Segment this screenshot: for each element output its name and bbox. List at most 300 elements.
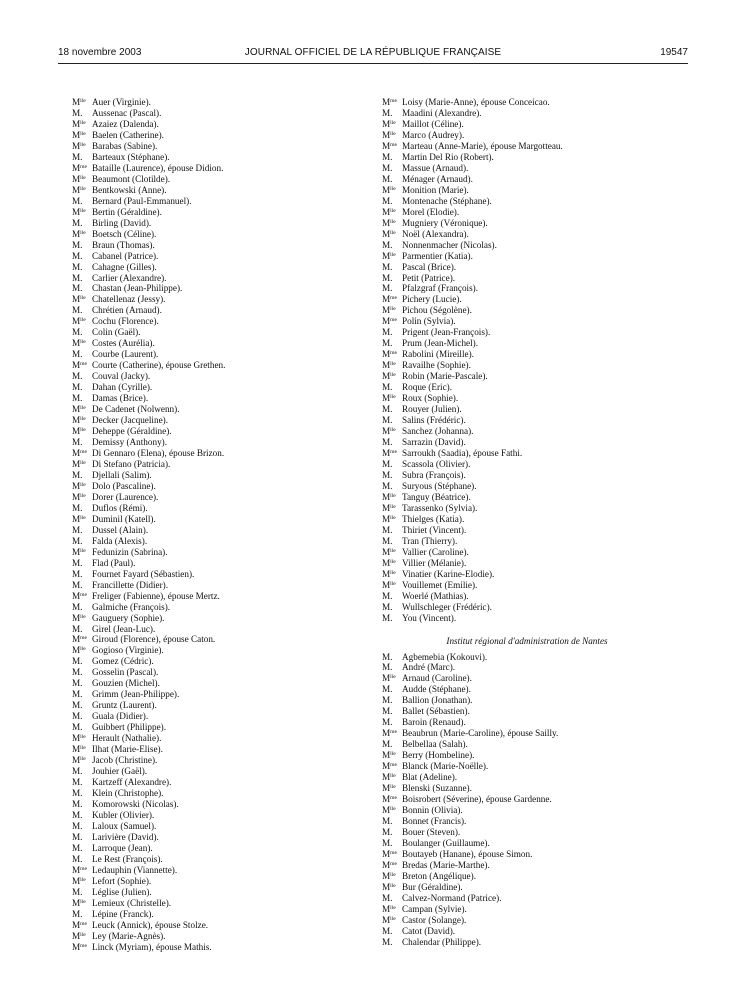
civility-title: $M^{me}$ bbox=[382, 859, 398, 870]
list-item bbox=[72, 920, 372, 931]
civility-title: $M^{me}$ bbox=[72, 864, 88, 875]
list-item bbox=[72, 152, 372, 163]
civility-title: $M^{lle}$ bbox=[72, 546, 86, 557]
list-item bbox=[72, 174, 372, 185]
civility-title: $M^{me}$ bbox=[382, 761, 398, 772]
person-name: Kubler (Olivier). bbox=[92, 809, 155, 820]
person-name: Pichou (Ségolène). bbox=[402, 305, 472, 316]
person-name: Chalendar (Philippe). bbox=[402, 936, 482, 947]
person-name: Woerlé (Mathias). bbox=[402, 590, 469, 601]
civility-title: $M^{me}$ bbox=[382, 794, 398, 805]
civility-title: M. bbox=[72, 722, 83, 733]
person-name: Vinatier (Karine-Elodie). bbox=[402, 568, 495, 579]
person-name: Blanck (Marie-Noëlle). bbox=[402, 761, 489, 772]
civility-title: M. bbox=[382, 437, 393, 448]
list-item bbox=[72, 305, 372, 316]
person-name: Martin Del Rio (Robert). bbox=[402, 151, 494, 162]
list-item bbox=[72, 656, 372, 667]
civility-title: $M^{lle}$ bbox=[382, 870, 396, 881]
person-name: Flad (Paul). bbox=[92, 557, 136, 568]
list-item bbox=[382, 613, 682, 624]
list-item bbox=[72, 393, 372, 404]
person-name: Scassola (Olivier). bbox=[402, 458, 471, 469]
civility-title: $M^{me}$ bbox=[72, 360, 88, 371]
person-name: Vallier (Caroline). bbox=[402, 546, 469, 557]
person-name: Fournet Fayard (Sébastien). bbox=[92, 568, 195, 579]
person-name: Grimm (Jean-Philippe). bbox=[92, 689, 180, 700]
civility-title: M. bbox=[72, 217, 83, 228]
person-name: Galmiche (François). bbox=[92, 601, 171, 612]
civility-title: $M^{lle}$ bbox=[72, 612, 86, 623]
civility-title: $M^{lle}$ bbox=[72, 140, 86, 151]
person-name: Parmentier (Katia). bbox=[402, 250, 473, 261]
list-item bbox=[382, 415, 682, 426]
person-name: Damas (Brice). bbox=[92, 393, 149, 404]
person-name: Ilhat (Marie-Elise). bbox=[92, 744, 163, 755]
list-item bbox=[72, 218, 372, 229]
person-name: Courte (Catherine), épouse Grethen. bbox=[92, 360, 226, 371]
civility-title: $M^{lle}$ bbox=[382, 750, 396, 761]
person-name: Loisy (Marie-Anne), épouse Conceicao. bbox=[402, 97, 550, 107]
list-item bbox=[72, 240, 372, 251]
civility-title: M. bbox=[72, 601, 83, 612]
civility-title: $M^{lle}$ bbox=[72, 897, 86, 908]
person-name: Bur (Géraldine). bbox=[402, 881, 463, 892]
civility-title: $M^{lle}$ bbox=[382, 184, 396, 195]
list-item bbox=[382, 580, 682, 591]
person-name: Kartzeff (Alexandre). bbox=[92, 777, 172, 788]
person-name: You (Vincent). bbox=[402, 612, 457, 623]
person-name: Monition (Marie). bbox=[402, 184, 469, 195]
list-item bbox=[72, 777, 372, 788]
list-item bbox=[382, 437, 682, 448]
list-item bbox=[72, 755, 372, 766]
civility-title: M. bbox=[72, 524, 83, 535]
list-item bbox=[382, 470, 682, 481]
person-name: Audde (Stéphane). bbox=[402, 684, 471, 695]
list-item bbox=[72, 766, 372, 777]
list-item bbox=[382, 871, 682, 882]
person-name: Thielges (Katia). bbox=[402, 513, 465, 524]
civility-title: M. bbox=[382, 151, 393, 162]
person-name: Suryous (Stéphane). bbox=[402, 480, 477, 491]
list-item bbox=[72, 294, 372, 305]
civility-title: M. bbox=[72, 777, 83, 788]
list-item bbox=[72, 448, 372, 459]
person-name: Klein (Christophe). bbox=[92, 788, 164, 799]
civility-title: $M^{me}$ bbox=[382, 140, 398, 151]
person-name: Bonnet (Francis). bbox=[402, 816, 467, 827]
civility-title: M. bbox=[72, 842, 83, 853]
person-name: Gosselin (Pascal). bbox=[92, 667, 159, 678]
list-item bbox=[382, 684, 682, 695]
civility-title: $M^{me}$ bbox=[72, 590, 88, 601]
civility-title: $M^{lle}$ bbox=[72, 184, 86, 195]
person-name: Giroud (Florence), épouse Caton. bbox=[92, 634, 216, 645]
list-item bbox=[382, 558, 682, 569]
civility-title: M. bbox=[382, 936, 393, 947]
civility-title: $M^{me}$ bbox=[382, 448, 398, 458]
civility-title: $M^{lle}$ bbox=[382, 426, 396, 437]
list-item bbox=[382, 783, 682, 794]
list-item bbox=[72, 711, 372, 722]
list-item bbox=[382, 849, 682, 860]
person-name: Gouzien (Michel). bbox=[92, 678, 160, 689]
list-item bbox=[382, 229, 682, 240]
person-name: Tanguy (Béatrice). bbox=[402, 491, 471, 502]
person-name: Freliger (Fabienne), épouse Mertz. bbox=[92, 590, 220, 601]
civility-title: M. bbox=[382, 382, 393, 393]
person-name: Carlier (Alexandre). bbox=[92, 272, 167, 283]
list-item bbox=[382, 717, 682, 728]
list-item bbox=[72, 744, 372, 755]
person-name: Laloux (Samuel). bbox=[92, 820, 157, 831]
person-name: Roque (Eric). bbox=[402, 382, 453, 393]
person-name: Pascal (Brice). bbox=[402, 261, 457, 272]
civility-title: M. bbox=[72, 327, 83, 338]
list-item bbox=[382, 602, 682, 613]
person-name: Jacob (Christine). bbox=[92, 755, 158, 766]
list-item bbox=[72, 327, 372, 338]
list-item bbox=[72, 415, 372, 426]
person-name: Auer (Virginie). bbox=[92, 97, 151, 107]
list-item bbox=[72, 854, 372, 865]
person-name: Marco (Audrey). bbox=[402, 129, 465, 140]
civility-title: M. bbox=[382, 684, 393, 695]
person-name: Boisrobert (Séverine), épouse Gardenne. bbox=[402, 794, 552, 805]
person-name: Campan (Sylvie). bbox=[402, 903, 467, 914]
civility-title: M. bbox=[382, 458, 393, 469]
person-name: Larivière (David). bbox=[92, 831, 159, 842]
list-item bbox=[72, 547, 372, 558]
person-name: Sanchez (Johanna). bbox=[402, 426, 474, 437]
list-item bbox=[72, 163, 372, 174]
list-item bbox=[72, 283, 372, 294]
list-item bbox=[382, 761, 682, 772]
civility-title: $M^{lle}$ bbox=[72, 755, 86, 766]
person-name: Nonnenmacher (Nicolas). bbox=[402, 239, 497, 250]
civility-title: $M^{me}$ bbox=[382, 728, 398, 739]
list-item bbox=[72, 525, 372, 536]
civility-title: $M^{lle}$ bbox=[382, 360, 396, 371]
civility-title: $M^{lle}$ bbox=[72, 97, 86, 107]
list-item bbox=[72, 492, 372, 503]
list-item bbox=[72, 108, 372, 119]
list-item bbox=[72, 316, 372, 327]
person-name: Jouhier (Gaël). bbox=[92, 766, 148, 777]
list-item bbox=[382, 926, 682, 937]
list-item bbox=[382, 283, 682, 294]
person-name: Gomez (Cédric). bbox=[92, 656, 154, 667]
person-name: De Cadenet (Nolwenn). bbox=[92, 404, 180, 415]
civility-title: M. bbox=[382, 338, 393, 349]
header-date: 18 novembre 2003 bbox=[58, 47, 142, 58]
list-item bbox=[72, 503, 372, 514]
list-item bbox=[382, 893, 682, 904]
person-name: Salins (Frédéric). bbox=[402, 415, 466, 426]
person-name: Lépine (Franck). bbox=[92, 908, 154, 919]
civility-title: M. bbox=[72, 393, 83, 404]
person-name: Subra (François). bbox=[402, 469, 466, 480]
list-item bbox=[382, 514, 682, 525]
list-item bbox=[382, 492, 682, 503]
list-item bbox=[382, 207, 682, 218]
list-item bbox=[72, 130, 372, 141]
list-item bbox=[382, 316, 682, 327]
person-name: Girel (Jean-Luc). bbox=[92, 623, 156, 634]
civility-title: M. bbox=[382, 739, 393, 750]
list-item bbox=[72, 613, 372, 624]
list-item bbox=[382, 218, 682, 229]
civility-title: $M^{lle}$ bbox=[72, 338, 86, 349]
list-item bbox=[382, 838, 682, 849]
list-item bbox=[382, 739, 682, 750]
civility-title: $M^{lle}$ bbox=[382, 579, 396, 590]
civility-title: $M^{lle}$ bbox=[382, 903, 396, 914]
list-item bbox=[382, 108, 682, 119]
list-item bbox=[382, 119, 682, 130]
civility-title: $M^{lle}$ bbox=[382, 393, 396, 404]
person-name: Francillette (Didier). bbox=[92, 579, 169, 590]
person-name: Ravailhe (Sophie). bbox=[402, 360, 471, 371]
person-name: Duminil (Katell). bbox=[92, 513, 156, 524]
person-name: Baroin (Renaud). bbox=[402, 717, 466, 728]
person-name: Chatellenaz (Jessy). bbox=[92, 294, 166, 305]
person-name: Colin (Gaël). bbox=[92, 327, 141, 338]
list-item bbox=[382, 338, 682, 349]
civility-title: M. bbox=[72, 799, 83, 809]
civility-title: M. bbox=[382, 162, 393, 173]
list-item bbox=[72, 273, 372, 284]
civility-title: $M^{lle}$ bbox=[382, 557, 396, 568]
list-item bbox=[382, 174, 682, 185]
person-name: Duflos (Rémi). bbox=[92, 502, 148, 513]
left-column-list bbox=[72, 97, 372, 953]
civility-title: $M^{lle}$ bbox=[72, 206, 86, 217]
civility-title: M. bbox=[382, 261, 393, 272]
civility-title: $M^{lle}$ bbox=[382, 371, 396, 382]
person-name: Cochu (Florence). bbox=[92, 316, 159, 327]
person-name: Prum (Jean-Michel). bbox=[402, 338, 479, 349]
civility-title: M. bbox=[382, 717, 393, 728]
civility-title: M. bbox=[72, 820, 83, 831]
person-name: Tarassenko (Sylvia). bbox=[402, 502, 478, 513]
civility-title: M. bbox=[382, 601, 393, 612]
person-name: Dussel (Alain). bbox=[92, 524, 149, 535]
list-item bbox=[382, 393, 682, 404]
civility-title: M. bbox=[382, 404, 393, 415]
civility-title: $M^{lle}$ bbox=[72, 875, 86, 886]
list-item bbox=[72, 196, 372, 207]
civility-title: M. bbox=[72, 689, 83, 700]
list-item bbox=[72, 733, 372, 744]
person-name: Dolo (Pascaline). bbox=[92, 480, 156, 491]
person-name: Noël (Alexandra). bbox=[402, 228, 469, 239]
list-item bbox=[382, 141, 682, 152]
civility-title: M. bbox=[382, 195, 393, 206]
civility-title: M. bbox=[72, 908, 83, 919]
list-item bbox=[72, 821, 372, 832]
person-name: Calvez-Normand (Patrice). bbox=[402, 892, 502, 903]
civility-title: M. bbox=[382, 925, 393, 936]
right-column-list bbox=[382, 97, 682, 624]
civility-title: $M^{me}$ bbox=[382, 349, 398, 360]
civility-title: $M^{lle}$ bbox=[72, 645, 86, 656]
list-item bbox=[382, 816, 682, 827]
list-item bbox=[72, 185, 372, 196]
civility-title: M. bbox=[382, 651, 393, 662]
civility-title: $M^{lle}$ bbox=[382, 250, 396, 261]
civility-title: $M^{lle}$ bbox=[382, 783, 396, 794]
person-name: Falda (Alexis). bbox=[92, 535, 148, 546]
list-item bbox=[382, 360, 682, 371]
civility-title: M. bbox=[72, 272, 83, 283]
list-item bbox=[72, 207, 372, 218]
person-name: Leuck (Annick), épouse Stolze. bbox=[92, 919, 209, 930]
person-name: Petit (Patrice). bbox=[402, 272, 456, 283]
list-item bbox=[382, 273, 682, 284]
civility-title: $M^{lle}$ bbox=[72, 404, 86, 415]
person-name: Thiriet (Vincent). bbox=[402, 524, 467, 535]
civility-title: M. bbox=[72, 371, 83, 382]
person-name: Dorer (Laurence). bbox=[92, 491, 159, 502]
right-column bbox=[382, 97, 682, 948]
civility-title: $M^{me}$ bbox=[72, 941, 88, 952]
civility-title: M. bbox=[382, 892, 393, 903]
civility-title: M. bbox=[72, 107, 83, 118]
list-item bbox=[382, 547, 682, 558]
civility-title: $M^{lle}$ bbox=[72, 294, 86, 305]
list-item bbox=[382, 294, 682, 305]
civility-title: M. bbox=[382, 283, 393, 294]
civility-title: $M^{lle}$ bbox=[382, 881, 396, 892]
person-name: Marteau (Anne-Marie), épouse Margotteau. bbox=[402, 140, 563, 151]
list-item bbox=[382, 97, 682, 108]
person-name: Mugniery (Véronique). bbox=[402, 217, 488, 228]
list-item bbox=[382, 805, 682, 816]
civility-title: $M^{me}$ bbox=[72, 448, 88, 458]
person-name: Chastan (Jean-Philippe). bbox=[92, 283, 183, 294]
list-item bbox=[72, 645, 372, 656]
civility-title: M. bbox=[382, 480, 393, 491]
person-name: Braun (Thomas). bbox=[92, 239, 155, 250]
person-name: Lefort (Sophie). bbox=[92, 875, 152, 886]
list-item bbox=[382, 673, 682, 684]
person-name: Blat (Adeline). bbox=[402, 772, 458, 783]
person-name: Pfalzgraf (François). bbox=[402, 283, 479, 294]
list-item bbox=[72, 788, 372, 799]
list-item bbox=[382, 349, 682, 360]
civility-title: M. bbox=[72, 349, 83, 360]
list-item bbox=[382, 251, 682, 262]
list-item bbox=[72, 810, 372, 821]
person-name: Villier (Mélanie). bbox=[402, 557, 467, 568]
list-item bbox=[72, 404, 372, 415]
list-item bbox=[382, 481, 682, 492]
list-item bbox=[382, 904, 682, 915]
civility-title: $M^{me}$ bbox=[72, 634, 88, 645]
civility-title: $M^{lle}$ bbox=[382, 673, 396, 684]
person-name: Bentkowski (Anne). bbox=[92, 184, 167, 195]
person-name: Djellali (Salim). bbox=[92, 469, 152, 480]
civility-title: M. bbox=[382, 612, 393, 623]
person-name: Boulanger (Guillaume). bbox=[402, 837, 490, 848]
person-name: Vouillemet (Emilie). bbox=[402, 579, 478, 590]
list-item bbox=[382, 706, 682, 717]
list-item bbox=[382, 652, 682, 663]
list-item bbox=[382, 163, 682, 174]
civility-title: M. bbox=[72, 250, 83, 261]
person-name: Catot (David). bbox=[402, 925, 456, 936]
list-item bbox=[72, 887, 372, 898]
person-name: Boutayeb (Hanane), épouse Simon. bbox=[402, 848, 533, 859]
person-name: Prigent (Jean-François). bbox=[402, 327, 491, 338]
list-item bbox=[382, 426, 682, 437]
list-item bbox=[72, 536, 372, 547]
person-name: Polin (Sylvia). bbox=[402, 316, 456, 327]
section-heading: Institut régional d'administration de Nantes bbox=[446, 635, 608, 646]
person-name: Fedunizin (Sabrina). bbox=[92, 546, 168, 557]
person-name: Beaubrun (Marie-Caroline), épouse Sailly. bbox=[402, 728, 559, 739]
list-item bbox=[72, 580, 372, 591]
civility-title: M. bbox=[382, 327, 393, 338]
civility-title: $M^{me}$ bbox=[72, 162, 88, 173]
person-name: Boetsch (Céline). bbox=[92, 228, 157, 239]
person-name: Chrétien (Arnaud). bbox=[92, 305, 162, 316]
list-item bbox=[72, 689, 372, 700]
list-item bbox=[382, 662, 682, 673]
civility-title: M. bbox=[72, 766, 83, 777]
list-item bbox=[382, 695, 682, 706]
list-item bbox=[382, 130, 682, 141]
person-name: Couval (Jacky). bbox=[92, 371, 151, 382]
person-name: Ballion (Jonathan). bbox=[402, 695, 473, 706]
list-item bbox=[72, 591, 372, 602]
person-name: Morel (Elodie). bbox=[402, 206, 460, 217]
person-name: Castor (Solange). bbox=[402, 914, 467, 925]
civility-title: M. bbox=[72, 700, 83, 711]
person-name: Rabolini (Mireille). bbox=[402, 349, 474, 360]
person-name: Gruntz (Laurent). bbox=[92, 700, 157, 711]
person-name: Montenache (Stéphane). bbox=[402, 195, 492, 206]
person-name: Gauguery (Sophie). bbox=[92, 612, 165, 623]
list-item bbox=[382, 772, 682, 783]
civility-title: $M^{lle}$ bbox=[72, 316, 86, 327]
list-item bbox=[72, 700, 372, 711]
civility-title: M. bbox=[72, 831, 83, 842]
civility-title: $M^{lle}$ bbox=[382, 546, 396, 557]
person-name: Komorowski (Nicolas). bbox=[92, 799, 179, 809]
civility-title: M. bbox=[72, 283, 83, 294]
civility-title: $M^{lle}$ bbox=[382, 118, 396, 129]
civility-title: M. bbox=[382, 816, 393, 827]
civility-title: $M^{lle}$ bbox=[382, 206, 396, 217]
civility-title: M. bbox=[72, 195, 83, 206]
person-name: Bouer (Steven). bbox=[402, 827, 461, 837]
person-name: Beaumont (Clotilde). bbox=[92, 173, 171, 184]
list-item bbox=[72, 514, 372, 525]
person-name: Demissy (Anthony). bbox=[92, 437, 168, 448]
civility-title: M. bbox=[382, 662, 393, 673]
list-item bbox=[382, 185, 682, 196]
person-name: Costes (Aurélia). bbox=[92, 338, 155, 349]
person-name: Herault (Nathalie). bbox=[92, 733, 162, 744]
civility-title: $M^{me}$ bbox=[382, 97, 398, 107]
civility-title: $M^{me}$ bbox=[382, 316, 398, 327]
civility-title: $M^{lle}$ bbox=[72, 228, 86, 239]
list-item bbox=[72, 722, 372, 733]
list-item bbox=[72, 360, 372, 371]
